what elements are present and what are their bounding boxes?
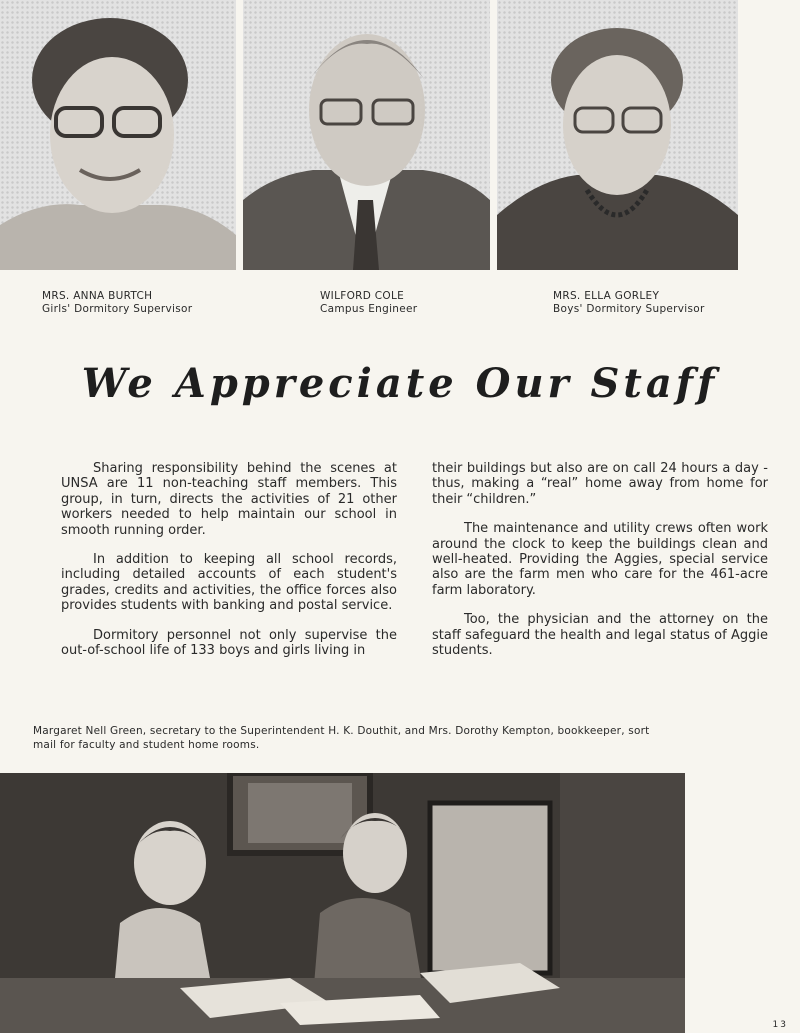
- page-headline: We Appreciate Our Staff: [81, 360, 719, 407]
- article-paragraph: Too, the physician and the attorney on the staff safeguard the health and legal status of Aggie students.: [432, 612, 768, 659]
- photo-caption: Margaret Nell Green, secretary to the Superintendent H. K. Douthit, and Mrs. Dorothy Kempton, bookkeeper, sort mail for faculty and student home rooms.: [33, 725, 650, 751]
- article-paragraph: Dormitory personnel not only supervise the out-of-school life of 133 boys and girls living in: [61, 627, 397, 659]
- staff-name: MRS. ANNA BURTCH: [42, 290, 153, 302]
- article-paragraph: In addition to keeping all school records, including detailed accounts of each student's grades, credits and activities, the office forces also provides students with banking and postal service.: [61, 552, 397, 614]
- staff-name: WILFORD COLE: [320, 290, 405, 302]
- article-column-right: [432, 461, 768, 672]
- staff-title: Boys' Dormitory Supervisor: [553, 303, 705, 315]
- article-paragraph: The maintenance and utility crews often work around the clock to keep the buildings clean and well-heated. Providing the Aggies, special service also are the farm men who care for the 461-acre farm laboratory.: [432, 521, 768, 598]
- staff-caption-1: [42, 290, 192, 316]
- staff-title: Campus Engineer: [320, 303, 418, 315]
- portrait-anna-burtch: [0, 0, 236, 270]
- staff-title: Girls' Dormitory Supervisor: [42, 303, 193, 315]
- article-paragraph: their buildings but also are on call 24 hours a day - thus, making a “real” home away from home for their “children.”: [432, 461, 768, 507]
- office-photo: [0, 773, 685, 1033]
- page-number: 13: [772, 1020, 788, 1030]
- article-paragraph: Sharing responsibility behind the scenes at UNSA are 11 non-teaching staff members. This group, in turn, directs the activities of 21 other workers needed to help maintain our school in smooth running order.: [61, 461, 397, 538]
- staff-caption-2: [320, 290, 417, 316]
- article-column-left: [61, 461, 397, 672]
- portrait-wilford-cole: [243, 0, 490, 270]
- portrait-ella-gorley: [497, 0, 738, 270]
- staff-caption-3: [553, 290, 705, 316]
- staff-name: MRS. ELLA GORLEY: [553, 290, 660, 302]
